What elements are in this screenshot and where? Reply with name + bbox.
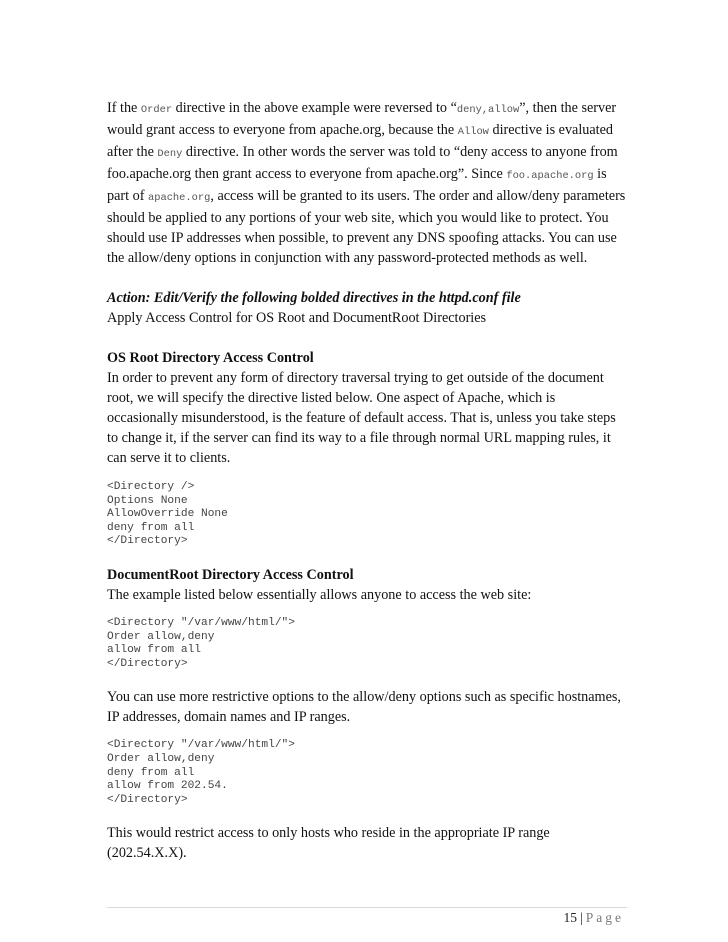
text-run: , access will be granted to its users. The order and allow/deny parameters should be applied to any portions of your web site, which you would like to protect. You should use IP addresses when possible, to prevent any DNS spoofing attacks. You can use the allow/deny options in conjunction with any password-protected methods as well.	[107, 188, 626, 266]
document-page	[107, 98, 627, 863]
docroot-heading: DocumentRoot Directory Access Control	[107, 566, 354, 583]
intro-paragraph	[107, 98, 627, 268]
page-label: Page	[585, 910, 624, 925]
restrict-code-block: <Directory "/var/www/html/"> Order allow,deny deny from all allow from 202.54. </Directory>	[107, 739, 295, 806]
text-run: directive is evaluated after the	[107, 122, 614, 160]
text-run: is part of	[107, 166, 607, 204]
inline-code: Order	[140, 104, 173, 116]
os-root-code-block: <Directory /> Options None AllowOverride None deny from all </Directory>	[107, 481, 228, 548]
text-run: directive. In other words the server was told to “deny access to anyone from foo.apache.org then grant access to everyone from apache.org”. Since	[107, 144, 618, 182]
inline-code: foo.apache.org	[506, 170, 594, 182]
page-number: 15	[563, 910, 578, 925]
inline-code: Allow	[457, 126, 489, 138]
inline-code: Deny	[157, 148, 183, 160]
inline-code: apache.org	[147, 192, 211, 204]
text-run: If the	[107, 100, 141, 116]
os-root-body: In order to prevent any form of directory traversal trying to get outside of the document root, we will specify the directive listed below. One aspect of Apache, which is occasionally misunderstood, is the feature of default access. That is, unless you take steps to change it, if the server can find its way to a file through normal URL mapping rules, it can serve it to clients.	[107, 370, 616, 466]
inline-code: deny,allow	[456, 104, 520, 116]
text-run: ”, then the server would grant access to everyone from apache.org, because the	[107, 100, 617, 138]
footer-divider	[107, 907, 627, 908]
restrict-conclusion: This would restrict access to only hosts who reside in the appropriate IP range (202.54.X.X).	[107, 825, 550, 862]
action-title: Action: Edit/Verify the following bolded directives in the httpd.conf file	[107, 290, 521, 306]
text-run: directive in the above example were reversed to “	[172, 100, 457, 116]
docroot-code-block: <Directory "/var/www/html/"> Order allow,deny allow from all </Directory>	[107, 616, 295, 670]
action-subtitle: Apply Access Control for OS Root and DocumentRoot Directories	[107, 310, 487, 326]
page-footer	[564, 910, 624, 926]
docroot-body: The example listed below essentially allows anyone to access the web site:	[107, 586, 532, 603]
footer-separator: |	[580, 910, 583, 925]
os-root-heading: OS Root Directory Access Control	[107, 350, 314, 366]
restrict-body: You can use more restrictive options to the allow/deny options such as specific hostnames, IP addresses, domain names and IP ranges.	[107, 689, 621, 726]
